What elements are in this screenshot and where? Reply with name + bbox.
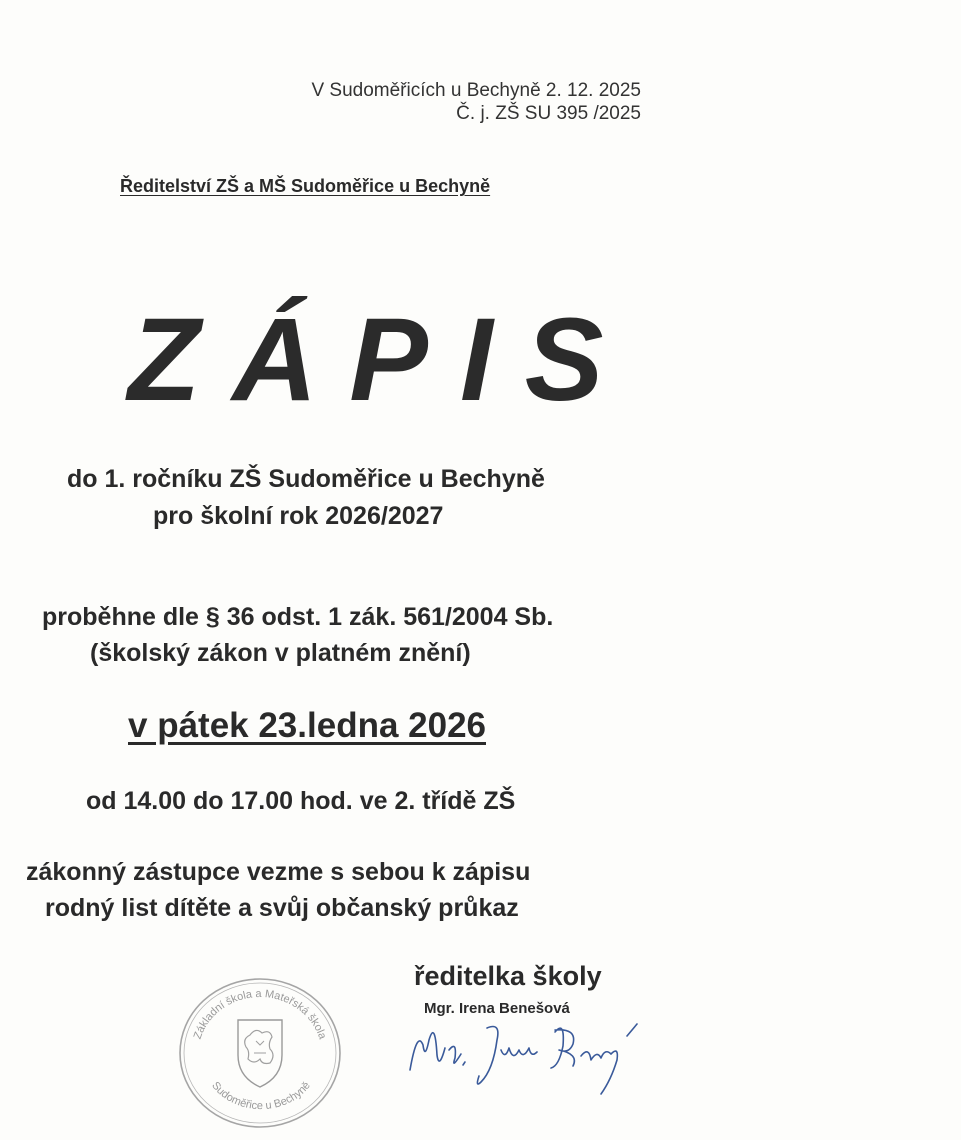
document-title: ZÁPIS xyxy=(128,294,636,426)
stamp-bottom-text: Sudoměřice u Bechyně xyxy=(209,1079,313,1113)
svg-text:Sudoměřice u Bechyně xyxy=(209,1080,313,1113)
stamp-top-text: Základní škola a Mateřská škola xyxy=(191,987,329,1041)
svg-text:Základní škola a Mateřská škol xyxy=(192,988,329,1042)
law-note: (školský zákon v platném znění) xyxy=(90,639,471,667)
bring-line-1: zákonný zástupce vezme s sebou k zápisu xyxy=(26,858,531,886)
grade-line: do 1. ročníku ZŠ Sudoměřice u Bechyně xyxy=(67,465,545,493)
enrollment-time: od 14.00 do 17.00 hod. ve 2. třídě ZŠ xyxy=(86,787,516,815)
place-date: V Sudoměřicích u Bechyně 2. 12. 2025 xyxy=(311,80,641,101)
enrollment-date: v pátek 23.ledna 2026 xyxy=(128,706,486,745)
reference-number: Č. j. ZŠ SU 395 /2025 xyxy=(456,103,641,124)
handwritten-signature xyxy=(405,1010,675,1100)
directorate-heading: Ředitelství ZŠ a MŠ Sudoměřice u Bechyně xyxy=(120,176,491,196)
signature-name: Mgr. Irena Benešová xyxy=(424,1000,570,1017)
bring-line-2: rodný list dítěte a svůj občanský průkaz xyxy=(45,894,519,922)
year-line: pro školní rok 2026/2027 xyxy=(153,502,444,530)
signature-role: ředitelka školy xyxy=(414,961,602,991)
school-stamp xyxy=(176,975,344,1130)
law-line: proběhne dle § 36 odst. 1 zák. 561/2004 Sb. xyxy=(42,603,554,631)
